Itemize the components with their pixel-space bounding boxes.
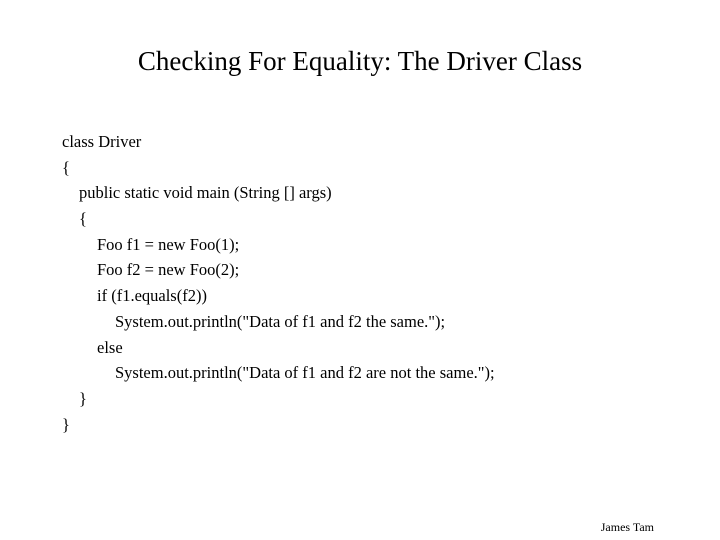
code-line: System.out.println("Data of f1 and f2 the same."); <box>115 311 446 331</box>
code-line: Foo f2 = new Foo(2); <box>97 260 240 280</box>
code-line: else <box>97 337 123 357</box>
code-line: } <box>62 414 70 434</box>
code-block <box>62 129 702 437</box>
code-line: { <box>62 157 70 177</box>
code-line: Foo f1 = new Foo(1); <box>97 234 240 254</box>
slide-footer-author: James Tam <box>600 520 654 534</box>
slide-title: Checking For Equality: The Driver Class <box>137 46 583 76</box>
code-line: } <box>79 388 87 408</box>
code-line: class Driver <box>62 132 142 151</box>
code-line: System.out.println("Data of f1 and f2 are not the same."); <box>115 363 495 383</box>
code-line: if (f1.equals(f2)) <box>97 286 207 306</box>
code-line: public static void main (String [] args) <box>79 183 332 203</box>
code-line: { <box>79 209 87 229</box>
